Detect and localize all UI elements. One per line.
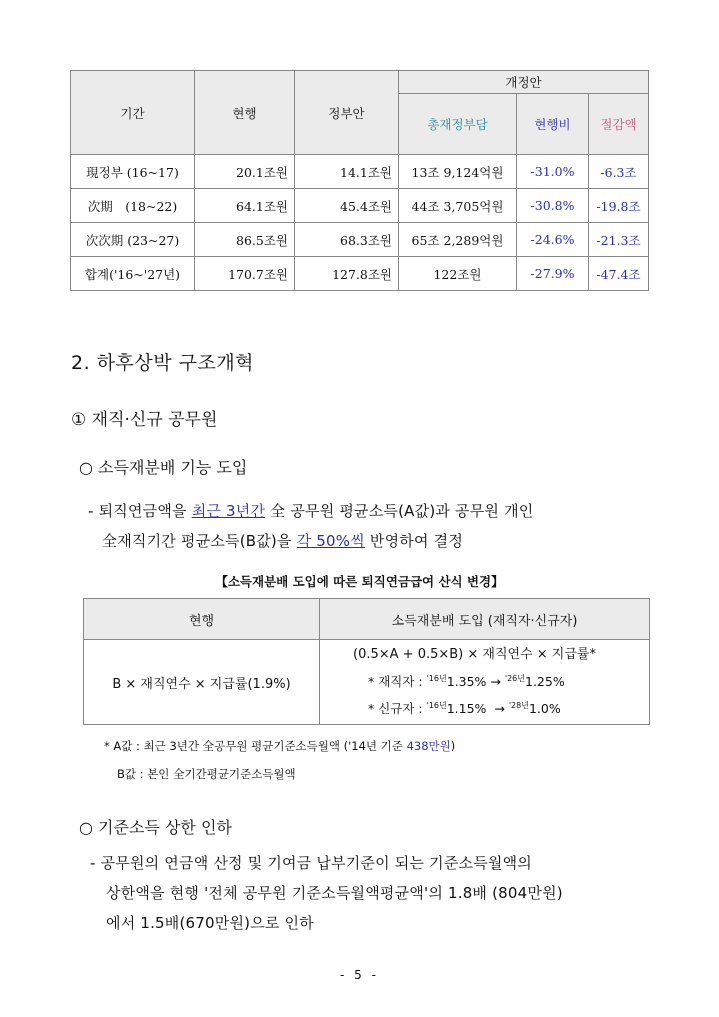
arrow-icon: →: [490, 674, 501, 689]
text-span: * 재직자 :: [368, 674, 427, 689]
section-title: 2. 하후상박 구조개혁: [71, 352, 255, 374]
note-a-value: [104, 738, 455, 754]
current-formula: B × 재직연수 × 지급률(1.9%): [84, 640, 320, 725]
table-row: [71, 189, 649, 223]
page-number: - 5 -: [340, 968, 379, 982]
highlight-text: 438만원: [406, 739, 451, 753]
cell-vs-current: -24.6%: [517, 223, 589, 257]
cell-vs-current: -31.0%: [517, 155, 589, 189]
cell-savings: -21.3조: [589, 223, 649, 257]
cell-savings: -19.8조: [589, 189, 649, 223]
rate: 1.25%: [525, 674, 565, 689]
text-span: 반영하여 결정: [364, 532, 464, 550]
cell-current: 20.1조원: [195, 155, 295, 189]
table-row: [71, 223, 649, 257]
text-span: * A값 : 최근 3년간 全공무원 평균기준소득월액 ('14년 기준: [104, 739, 407, 753]
paragraph-line: 에서 1.5배(670만원)으로 인하: [106, 914, 314, 932]
cell-total-burden: 65조 2,289억원: [399, 223, 517, 257]
rate: 1.0%: [528, 701, 561, 717]
subsection-title: ① 재직·신규 공무원: [71, 410, 218, 430]
header-period: 기간: [71, 71, 195, 155]
text-span: * 신규자 :: [368, 701, 427, 717]
formula-table: [83, 598, 650, 725]
item-heading-redistribution: ○ 소득재분배 기능 도입: [79, 458, 248, 477]
cell-savings: -6.3조: [589, 155, 649, 189]
formula-block: [321, 643, 648, 721]
cell-total-burden: 122조원: [399, 257, 517, 291]
table-caption: 【소득재분배 도입에 따른 퇴직연금급여 산식 변경】: [215, 574, 504, 589]
header-gov: 정부안: [295, 71, 399, 155]
cell-period: 次次期 (23~27): [71, 223, 195, 257]
cell-current: 86.5조원: [195, 223, 295, 257]
table-row: [71, 257, 649, 291]
highlight-text: 최근 3년간: [191, 502, 266, 520]
year-sup: '16년: [426, 673, 447, 683]
header-current: 현행: [195, 71, 295, 155]
arrow-icon: →: [494, 701, 505, 717]
cell-gov: 68.3조원: [295, 223, 399, 257]
cell-total-burden: 13조 9,124억원: [399, 155, 517, 189]
header-revision: 개정안: [399, 71, 649, 94]
header-vs-current: 현행비: [517, 94, 589, 155]
new-formula-cell: [320, 640, 650, 725]
header-current-formula: 현행: [84, 599, 320, 640]
paragraph-line: 상한액을 현행 '전체 공무원 기준소득월액평균액'의 1.8배 (804만원): [106, 884, 563, 902]
year-sup: '16년: [426, 701, 447, 710]
cell-current: 64.1조원: [195, 189, 295, 223]
cell-period: 次期 (18~22): [71, 189, 195, 223]
cell-current: 170.7조원: [195, 257, 295, 291]
cell-gov: 45.4조원: [295, 189, 399, 223]
cell-vs-current: -30.8%: [517, 189, 589, 223]
cell-gov: 127.8조원: [295, 257, 399, 291]
header-new-formula: 소득재분배 도입 (재직자·신규자): [320, 599, 650, 640]
year-sup: '28년: [508, 701, 529, 710]
rate: 1.35%: [446, 674, 487, 689]
paragraph-line: [88, 500, 533, 521]
text-span: 全재직기간 평균소득(B값)을: [102, 532, 297, 550]
cell-gov: 14.1조원: [295, 155, 399, 189]
note-b-value: B값 : 본인 全기간평균기준소득월액: [117, 767, 296, 781]
cell-vs-current: -27.9%: [517, 257, 589, 291]
text-span: ): [450, 739, 456, 753]
pension-burden-table: [70, 70, 649, 291]
rate: 1.15%: [446, 701, 487, 717]
table-row: [71, 155, 649, 189]
incumbent-rate: [353, 667, 648, 694]
header-total-burden: 총재정부담: [399, 94, 517, 155]
cell-period: 합계('16~'27년): [71, 257, 195, 291]
item-heading-income-cap: ○ 기준소득 상한 인하: [79, 818, 232, 837]
highlight-text: 각 50%씩: [296, 532, 365, 550]
cell-total-burden: 44조 3,705억원: [399, 189, 517, 223]
header-savings: 절감액: [589, 94, 649, 155]
text-span: - 퇴직연금액을: [88, 502, 192, 520]
paragraph-line: - 공무원의 연금액 산정 및 기여금 납부기준이 되는 기준소득월액의: [90, 854, 532, 872]
year-sup: '26년: [504, 673, 525, 683]
text-span: 全 공무원 평균소득(A값)과 공무원 개인: [265, 502, 534, 520]
new-formula: (0.5×A + 0.5×B) × 재직연수 × 지급률*: [353, 646, 596, 662]
newcomer-rate: [353, 694, 648, 721]
cell-savings: -47.4조: [589, 257, 649, 291]
paragraph-line: [102, 530, 463, 551]
cell-period: 現정부 (16~17): [71, 155, 195, 189]
